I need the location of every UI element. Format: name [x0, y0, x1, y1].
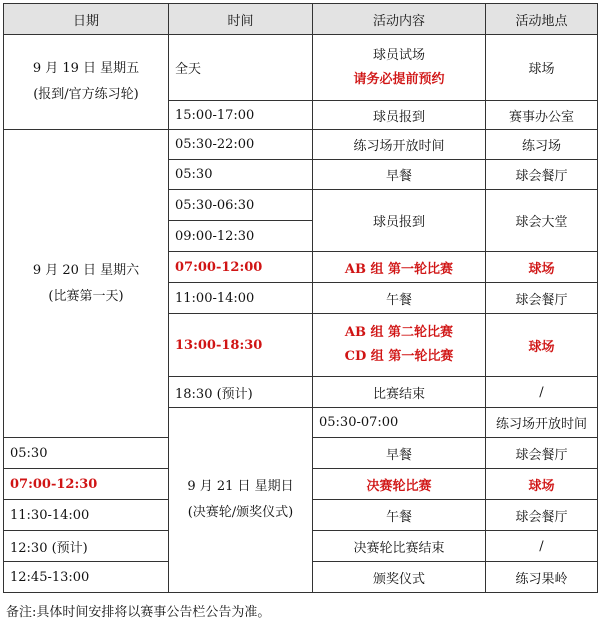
time-cell: 11:30-14:00: [4, 500, 169, 531]
date-line1: 9 月 20 日 星期六: [32, 262, 140, 278]
activity-line: AB 组 第二轮比赛: [344, 325, 454, 340]
date-line1: 9 月 21 日 星期日: [187, 479, 294, 494]
activity-cell: 午餐: [313, 500, 486, 531]
activity-cell: 早餐: [313, 438, 486, 469]
activity-cell: 比赛结束: [313, 377, 486, 408]
location-cell: 球会餐厅: [486, 283, 598, 314]
date-cell-day1: [4, 35, 169, 130]
time-cell: 07:00-12:30: [4, 469, 169, 500]
location-cell: 球场: [486, 35, 598, 101]
activity-cell: 早餐: [313, 160, 486, 190]
activity-cell: 球员报到: [313, 101, 486, 130]
activity-cell: 午餐: [313, 283, 486, 314]
location-cell: /: [486, 377, 598, 408]
activity-text: 球员试场: [372, 47, 425, 63]
time-cell: 18:30 (预计): [169, 377, 313, 408]
header-time: 时间: [169, 4, 313, 35]
time-cell: 05:30: [169, 160, 313, 190]
location-cell: 球会大堂: [486, 190, 598, 252]
header-date: 日期: [4, 4, 169, 35]
activity-cell: 决赛轮比赛: [313, 469, 486, 500]
date-line2: (决赛轮/颁奖仪式): [187, 505, 294, 520]
location-cell: /: [486, 531, 598, 562]
location-cell: 练习果岭: [486, 562, 598, 593]
date-line1: 9 月 19 日 星期五: [32, 61, 140, 76]
activity-cell: 颁奖仪式: [313, 562, 486, 593]
activity-warning: 请务必提前预约: [353, 71, 445, 87]
date-cell-day3: [169, 408, 313, 593]
time-cell: 07:00-12:00: [169, 252, 313, 283]
location-cell: 赛事办公室: [486, 101, 598, 130]
activity-cell: 球员报到: [313, 190, 486, 252]
time-cell: 09:00-12:30: [169, 221, 313, 252]
time-cell: 05:30-06:30: [169, 190, 313, 221]
time-cell: 05:30-07:00: [313, 408, 486, 438]
footnote: 备注:具体时间安排将以赛事公告栏公告为准。: [6, 605, 271, 620]
date-cell-day2: [4, 130, 169, 438]
table-row: [4, 130, 598, 160]
activity-cell: 决赛轮比赛结束: [313, 531, 486, 562]
time-cell: 全天: [169, 35, 313, 101]
time-cell: 12:45-13:00: [4, 562, 169, 593]
date-line2: (比赛第一天): [48, 288, 124, 304]
schedule-table: [3, 3, 598, 593]
date-line2: (报到/官方练习轮): [33, 87, 139, 102]
location-cell: 练习场: [486, 130, 598, 160]
location-cell: 球会餐厅: [486, 160, 598, 190]
activity-cell: [313, 314, 486, 377]
time-cell: 13:00-18:30: [169, 314, 313, 377]
location-cell: 球会餐厅: [486, 438, 598, 469]
time-cell: 05:30: [4, 438, 169, 469]
time-cell: 12:30 (预计): [4, 531, 169, 562]
time-cell: 11:00-14:00: [169, 283, 313, 314]
location-cell: 球场: [486, 252, 598, 283]
table-row: [4, 35, 598, 101]
location-cell: 球场: [486, 314, 598, 377]
header-location: 活动地点: [486, 4, 598, 35]
header-activity: 活动内容: [313, 4, 486, 35]
time-cell: 05:30-22:00: [169, 130, 313, 160]
activity-cell: 练习场开放时间: [313, 130, 486, 160]
location-cell: 球场: [486, 469, 598, 500]
time-cell: 15:00-17:00: [169, 101, 313, 130]
activity-cell: AB 组 第一轮比赛: [313, 252, 486, 283]
activity-line: CD 组 第一轮比赛: [344, 349, 454, 364]
activity-cell: 练习场开放时间: [486, 408, 598, 438]
header-row: [4, 4, 598, 35]
location-cell: 球会餐厅: [486, 500, 598, 531]
activity-cell: [313, 35, 486, 101]
